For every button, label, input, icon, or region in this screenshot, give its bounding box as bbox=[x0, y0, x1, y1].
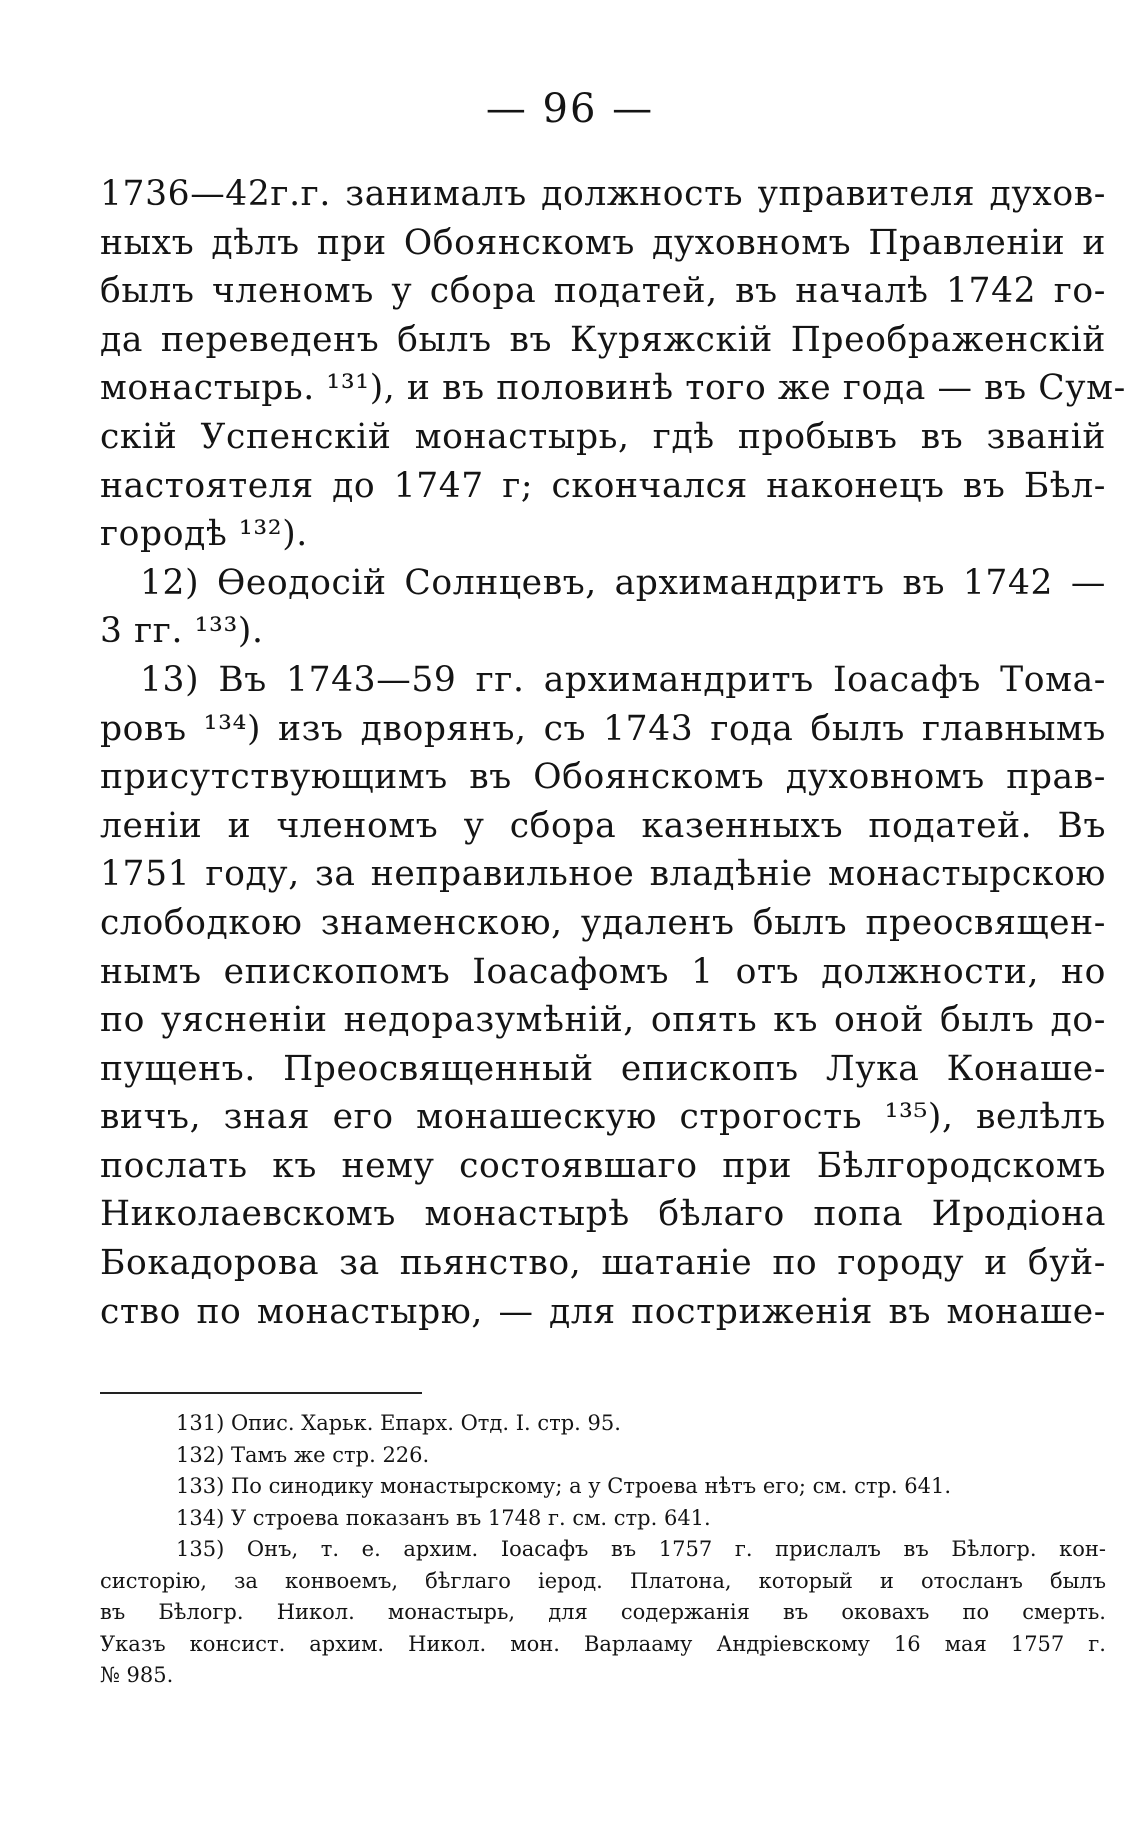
text-line: послать къ нему состоявшаго при Бѣлгородскомъ bbox=[100, 1145, 1106, 1186]
text-line: вичъ, зная его монашескую строгость ¹³⁵), велѣлъ bbox=[100, 1097, 1106, 1138]
text-line: скій Успенскій монастырь, гдѣ пробывъ въ званій bbox=[100, 416, 1106, 457]
footnotes bbox=[100, 1408, 1106, 1692]
text-line: 1751 году, за неправильное владѣніе монастырскою bbox=[100, 854, 1106, 895]
footnote-135: 135) Онъ, т. е. архим. Іоасафъ въ 1757 г. прислалъ въ Бѣлогр. кон- bbox=[176, 1537, 1106, 1561]
text-line: ровъ ¹³⁴) изъ дворянъ, съ 1743 года былъ главнымъ bbox=[100, 708, 1106, 749]
text-line: леніи и членомъ у сбора казенныхъ податей. Въ bbox=[100, 805, 1106, 846]
text-line: былъ членомъ у сбора податей, въ началѣ 1742 го- bbox=[100, 271, 1106, 312]
text-line: ныхъ дѣлъ при Обоянскомъ духовномъ Правленіи и bbox=[100, 222, 1106, 263]
footnote-134: 134) У строева показанъ въ 1748 г. см. стр. 641. bbox=[176, 1505, 711, 1530]
page-number: — 96 — bbox=[485, 86, 655, 132]
text-line: да переведенъ былъ въ Куряжскій Преображенскій bbox=[100, 319, 1106, 360]
footnote-divider bbox=[100, 1392, 422, 1394]
body-text bbox=[100, 170, 1126, 1336]
text-line: 3 гг. ¹³³). bbox=[100, 611, 264, 652]
text-line: Николаевскомъ монастырѣ бѣлаго попа Иродіона bbox=[100, 1194, 1106, 1235]
text-line: слободкою знаменскою, удаленъ былъ преосвящен- bbox=[100, 902, 1106, 943]
text-line: 12) Ѳеодосій Солнцевъ, архимандритъ въ 1742 — bbox=[140, 562, 1106, 603]
text-line: присутствующимъ въ Обоянскомъ духовномъ прав- bbox=[100, 757, 1106, 798]
footnote-135-line: систорію, за конвоемъ, бѣглаго іерод. Платона, который и отосланъ былъ bbox=[100, 1568, 1106, 1593]
text-line: 13) Въ 1743—59 гг. архимандритъ Іоасафъ Тома- bbox=[140, 659, 1106, 700]
text-line: пущенъ. Преосвященный епископъ Лука Конаше- bbox=[100, 1048, 1106, 1089]
text-line: ство по монастырю, — для постриженія въ монаше- bbox=[100, 1291, 1106, 1332]
footnote-131: 131) Опис. Харьк. Епарх. Отд. I. стр. 95. bbox=[176, 1411, 621, 1435]
text-line: монастырь. ¹³¹), и въ половинѣ того же года — въ Сум- bbox=[100, 368, 1126, 409]
text-line: настоятеля до 1747 г; скончался наконецъ въ Бѣл- bbox=[100, 465, 1106, 506]
footnote-135-line: № 985. bbox=[100, 1663, 174, 1687]
text-line: городѣ ¹³²). bbox=[100, 514, 308, 555]
text-line: Бокадорова за пьянство, шатаніе по городу и буй- bbox=[100, 1243, 1106, 1284]
text-line: 1736—42г.г. занималъ должность управителя духов- bbox=[100, 174, 1106, 214]
text-line: по уясненіи недоразумѣній, опять къ оной былъ до- bbox=[100, 1000, 1106, 1041]
text-line: нымъ епископомъ Іоасафомъ 1 отъ должности, но bbox=[100, 951, 1106, 992]
footnote-133: 133) По синодику монастырскому; а у Строева нѣтъ его; см. стр. 641. bbox=[176, 1474, 952, 1498]
footnote-135-line: Указъ консист. архим. Никол. мон. Варлааму Андріевскому 16 мая 1757 г. bbox=[100, 1631, 1106, 1656]
footnote-132: 132) Тамъ же стр. 226. bbox=[176, 1442, 430, 1467]
footnote-135-line: въ Бѣлогр. Никол. монастырь, для содержанія въ оковахъ по смерть. bbox=[100, 1600, 1106, 1624]
